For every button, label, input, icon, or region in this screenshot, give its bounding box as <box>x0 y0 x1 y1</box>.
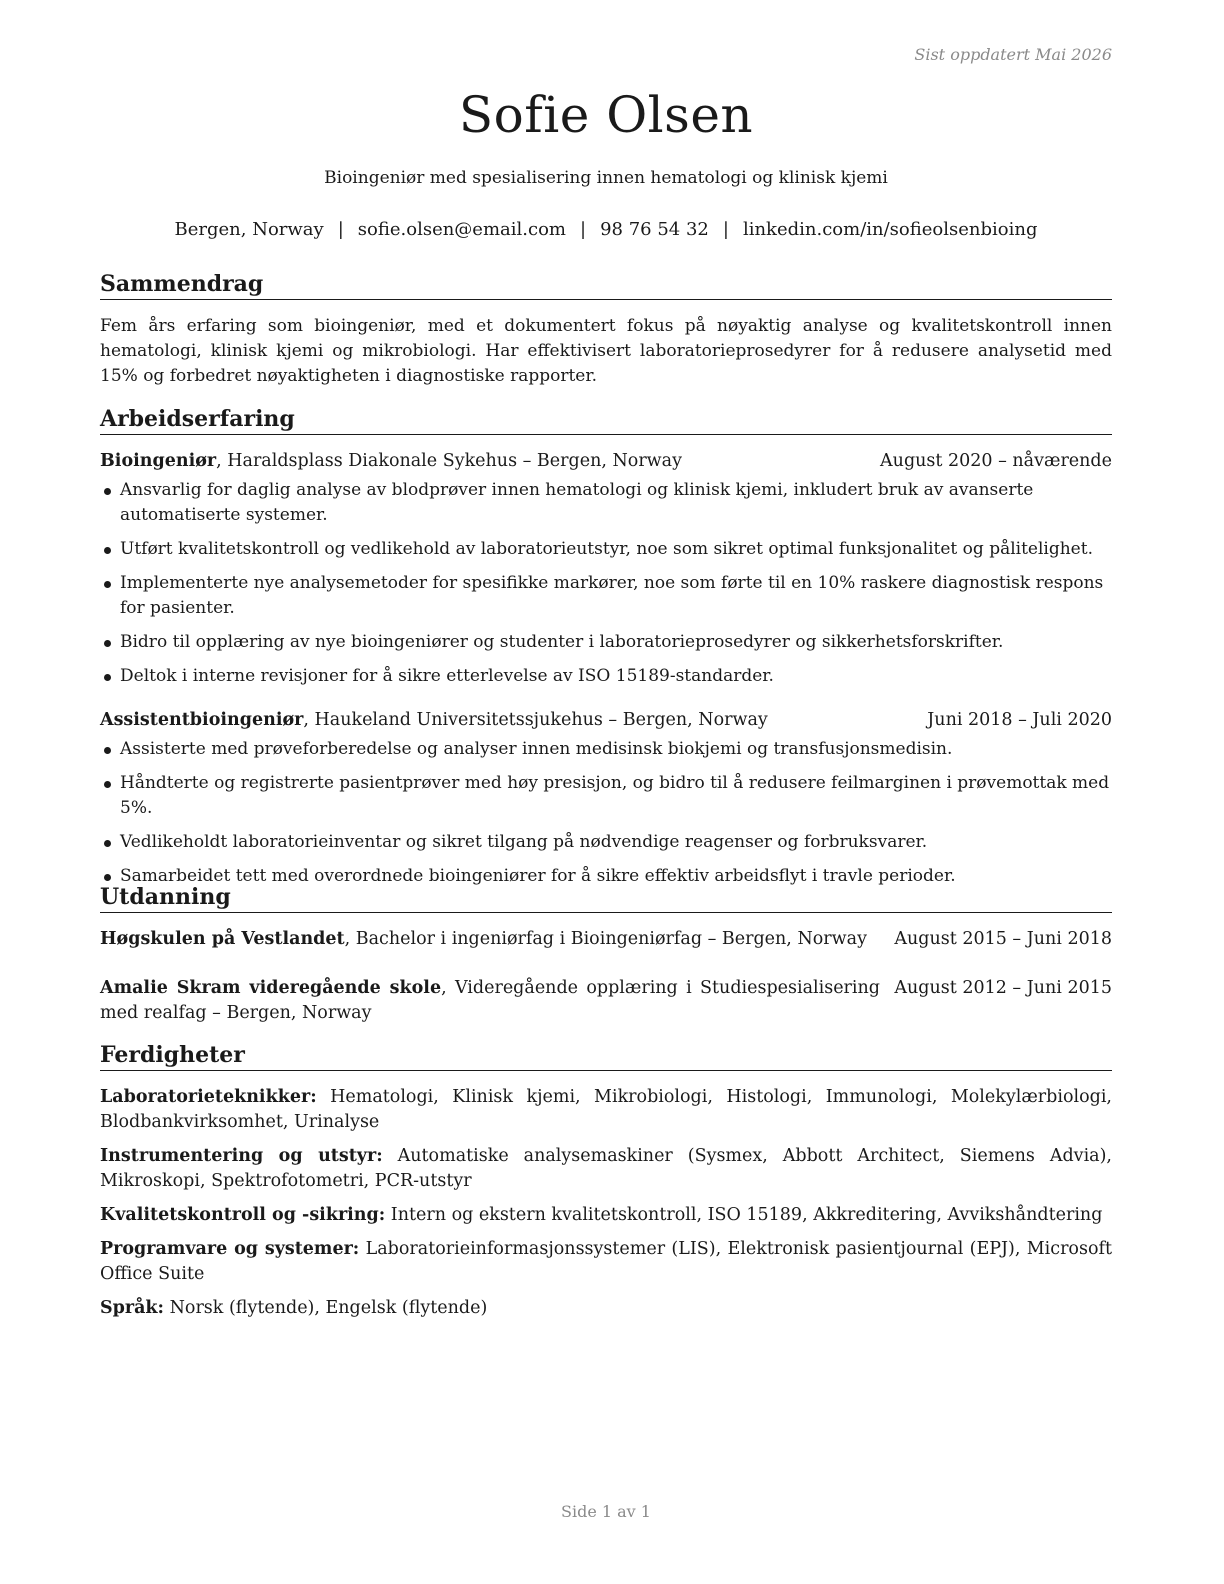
job-bullet: Samarbeidet tett med overordnede bioingeniører for å sikre effektiv arbeidsflyt i travle perioder. <box>100 864 1112 889</box>
skill-label: Programvare og systemer: <box>100 1239 360 1259</box>
job-bullet: Håndterte og registrerte pasientprøver med høy presisjon, og bidro til å redusere feilmarginen i prøvemottak med 5%. <box>100 771 1112 821</box>
summary-text: Fem års erfaring som bioingeniør, med et dokumentert fokus på nøyaktig analyse og kvalitetskontroll innen hematologi, klinisk kjemi og mikrobiologi. Har effektivisert laboratorieprosedyrer for å redusere analysetid med 15% og forbedret nøyaktigheten i diagnostiske rapporter. <box>100 316 1112 386</box>
job-header <box>100 708 1112 733</box>
skills-title: Ferdigheter <box>100 1041 1112 1071</box>
job-bullet: Deltok i interne revisjoner for å sikre etterlevelse av ISO 15189-standarder. <box>100 664 1112 689</box>
education-school-line <box>100 927 880 952</box>
education-dates: August 2012 – Juni 2015 <box>894 978 1112 998</box>
contact-separator: | <box>580 219 587 240</box>
job-header <box>100 449 1112 474</box>
contact-separator: | <box>722 219 729 240</box>
job-bullet: Assisterte med prøveforberedelse og analyser innen medisinsk biokjemi og transfusjonsmedisin. <box>100 737 1112 762</box>
education-school: Høgskulen på Vestlandet <box>100 929 345 949</box>
candidate-name: Sofie Olsen <box>458 86 754 144</box>
education-school: Amalie Skram videregående skole <box>100 978 442 998</box>
contact-location: Bergen, Norway <box>174 219 324 240</box>
skill-value: Hematologi, Klinisk kjemi, Mikrobiologi, Histologi, Immunologi, Molekylærbiologi, Blodbankvirksomhet, Urinalyse <box>100 1087 1112 1132</box>
experience-section <box>100 405 1112 898</box>
skill-value: Laboratorieinformasjonssystemer (LIS), Elektronisk pasientjournal (EPJ), Microsoft Office Suite <box>100 1239 1112 1284</box>
job-role: Bioingeniør <box>100 451 217 471</box>
summary-section <box>100 270 1112 389</box>
tagline: Bioingeniør med spesialisering innen hematologi og klinisk kjemi <box>324 168 888 188</box>
education-dates: August 2015 – Juni 2018 <box>894 929 1112 949</box>
page-number: Side 1 av 1 <box>561 1502 651 1521</box>
summary-title: Sammendrag <box>100 270 1112 300</box>
skill-row <box>100 1296 1112 1321</box>
skill-row <box>100 1203 1112 1228</box>
education-section <box>100 883 1112 1026</box>
job-place: , Haraldsplass Diakonale Sykehus – Bergen, Norway <box>216 451 682 471</box>
job-bullets <box>100 478 1112 689</box>
job-place: , Haukeland Universitetssjukehus – Bergen, Norway <box>303 710 768 730</box>
job-bullet: Utført kvalitetskontroll og vedlikehold av laboratorieutstyr, noe som sikret optimal funksjonalitet og pålitelighet. <box>100 537 1112 562</box>
job-dates: Juni 2018 – Juli 2020 <box>927 710 1112 730</box>
skill-label: Instrumentering og utstyr: <box>100 1146 383 1166</box>
contact-linkedin[interactable]: linkedin.com/in/sofieolsenbioing <box>742 219 1038 240</box>
contact-separator: | <box>337 219 344 240</box>
last-updated: Sist oppdatert Mai 2026 <box>914 45 1112 64</box>
education-detail: , Bachelor i ingeniørfag i Bioingeniørfag – Bergen, Norway <box>344 929 867 949</box>
job-bullet: Implementerte nye analysemetoder for spesifikke markører, noe som førte til en 10% raskere diagnostisk respons for pasienter. <box>100 571 1112 621</box>
contact-phone: 98 76 54 32 <box>600 219 709 240</box>
education-entry <box>100 976 1112 1026</box>
skill-row <box>100 1144 1112 1194</box>
education-title: Utdanning <box>100 883 1112 913</box>
job-role: Assistentbioingeniør <box>100 710 304 730</box>
job-bullets <box>100 737 1112 889</box>
skill-value: Norsk (flytende), Engelsk (flytende) <box>164 1298 488 1318</box>
job-title-line <box>100 449 682 474</box>
contact-email[interactable]: sofie.olsen@email.com <box>357 219 566 240</box>
skill-value: Automatiske analysemaskiner (Sysmex, Abbott Architect, Siemens Advia), Mikroskopi, Spektrofotometri, PCR-utstyr <box>100 1146 1112 1191</box>
skill-row <box>100 1237 1112 1287</box>
job-bullet: Bidro til opplæring av nye bioingeniører og studenter i laboratorieprosedyrer og sikkerhetsforskrifter. <box>100 630 1112 655</box>
job-bullet: Ansvarlig for daglig analyse av blodprøver innen hematologi og klinisk kjemi, inkludert bruk av avanserte automatiserte systemer. <box>100 478 1112 528</box>
experience-title: Arbeidserfaring <box>100 405 1112 435</box>
education-detail: , Videregående opplæring i Studiespesialisering med realfag – Bergen, Norway <box>100 978 880 1023</box>
skill-value: Intern og ekstern kvalitetskontroll, ISO 15189, Akkreditering, Avvikshåndtering <box>385 1205 1103 1225</box>
job-dates: August 2020 – nåværende <box>880 451 1112 471</box>
skills-section <box>100 1041 1112 1330</box>
job-entry <box>100 449 1112 689</box>
job-bullet: Vedlikeholdt laboratorieinventar og sikret tilgang på nødvendige reagenser og forbruksvarer. <box>100 830 1112 855</box>
job-title-line <box>100 708 768 733</box>
skill-label: Laboratorieteknikker: <box>100 1087 317 1107</box>
education-school-line <box>100 976 880 1026</box>
education-entry <box>100 927 1112 952</box>
skill-label: Kvalitetskontroll og -sikring: <box>100 1205 386 1225</box>
job-entry <box>100 708 1112 889</box>
skill-label: Språk: <box>100 1298 165 1318</box>
skill-row <box>100 1085 1112 1135</box>
contact-line <box>0 219 1212 240</box>
